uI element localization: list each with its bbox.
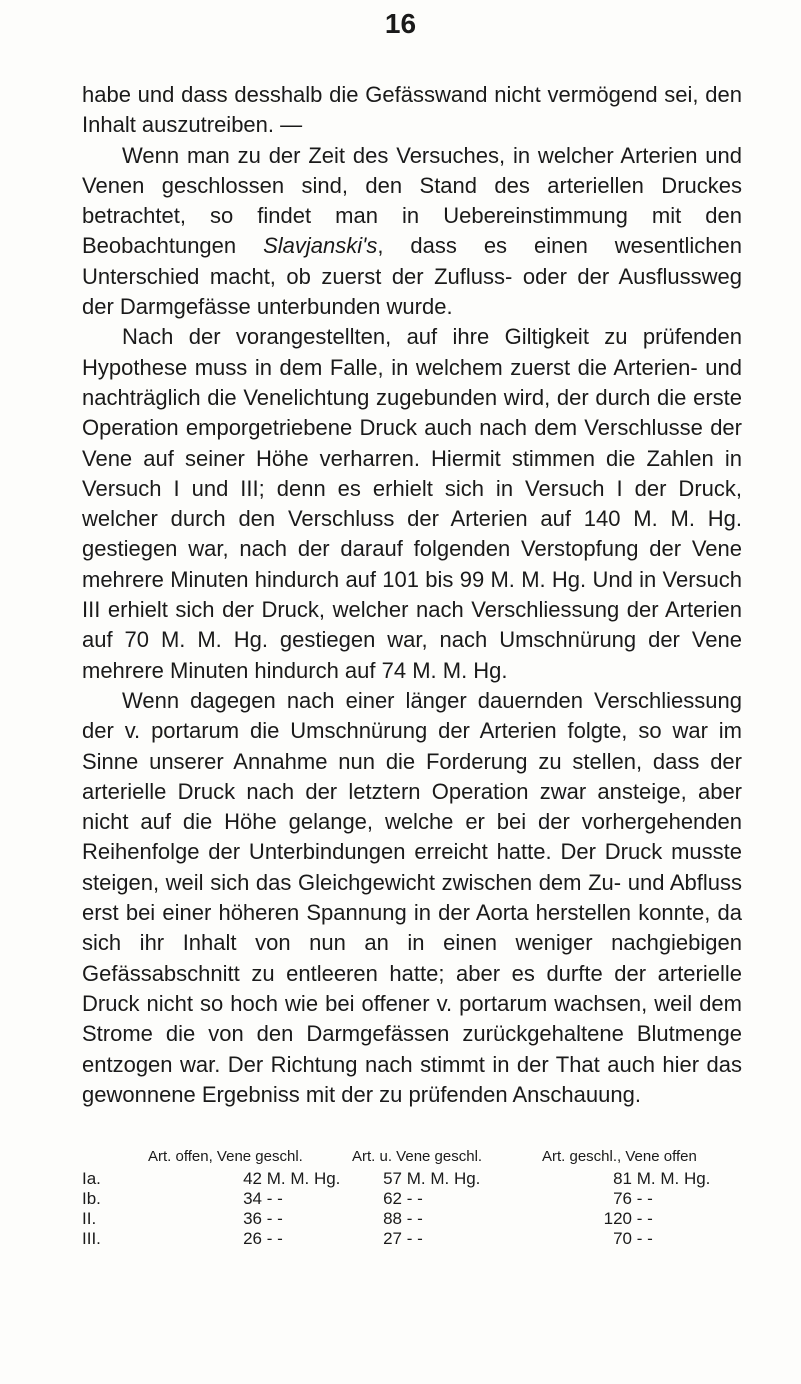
row-label: Ib. (82, 1189, 101, 1208)
cell-unit: - - (266, 1209, 283, 1228)
cell-value: 34 (243, 1189, 262, 1208)
cell-unit: - - (636, 1209, 653, 1228)
table-row (82, 1189, 762, 1209)
table-cell (542, 1169, 762, 1189)
table-cell (192, 1209, 352, 1229)
table-cell (352, 1209, 542, 1229)
paragraph-1 (82, 80, 742, 141)
paragraph-4 (82, 686, 742, 1110)
cell-value: 120 (603, 1209, 632, 1228)
cell-value: 36 (243, 1209, 262, 1228)
pressure-table (82, 1147, 762, 1249)
paragraph-text: , dass es einen wesentlichen Unterschied macht, ob zuerst der Zufluss- oder der Ausflussweg der Darmgefässe unterbunden wurde. (82, 233, 742, 320)
table-header: Art. offen, Vene geschl. (148, 1148, 303, 1165)
row-label: II. (82, 1209, 97, 1228)
cell-value: 57 (383, 1169, 402, 1188)
table-cell (542, 1229, 762, 1249)
page-number: 16 (384, 8, 417, 39)
cell-unit: - - (636, 1189, 653, 1208)
cell-unit: - - (406, 1209, 423, 1228)
table-row (82, 1169, 762, 1189)
row-label: Ia. (82, 1169, 101, 1188)
author-name: Slavjanski's (263, 233, 378, 259)
table-cell (352, 1229, 542, 1249)
paragraph-text: habe und dass desshalb die Gefässwand nicht vermögend sei, den Inhalt auszutreiben. — (82, 82, 742, 138)
cell-value: 27 (383, 1229, 402, 1248)
table-header: Art. geschl., Vene offen (542, 1148, 697, 1165)
table-row (82, 1229, 762, 1249)
cell-value: 26 (243, 1229, 262, 1248)
cell-value: 42 (243, 1169, 262, 1188)
paragraph-2 (82, 141, 742, 323)
cell-unit: - - (406, 1229, 423, 1248)
table-header-row (82, 1147, 762, 1167)
cell-unit: - - (266, 1189, 283, 1208)
cell-unit: - - (406, 1189, 423, 1208)
cell-unit: M. M. Hg. (636, 1169, 711, 1188)
row-label: III. (82, 1229, 101, 1248)
table-cell (192, 1169, 352, 1189)
cell-unit: M. M. Hg. (266, 1169, 341, 1188)
table-cell (192, 1189, 352, 1209)
paragraph-text: Nach der vorangestellten, auf ihre Giltigkeit zu prüfenden Hypothese muss in dem Falle, in welchem zuerst die Arterien- und nachträglich die Venelichtung zugebunden wird, der durch die erste Operation emporgetriebene Druck auch nach dem Verschlusse der Vene auf seiner Höhe verharren. Hiermit stimmen die Zahlen in Versuch I und III; denn es erhielt sich in Versuch I der Druck, welcher durch den Verschluss der Arterien auf 140 M. M. Hg. gestiegen war, nach der darauf folgenden Verstopfung der Vene mehrere Minuten hindurch auf 101 bis 99 M. M. Hg. Und in Versuch III erhielt sich der Druck, welcher nach Verschliessung der Arterien auf 70 M. M. Hg. gestiegen war, nach Umschnürung der Vene mehrere Minuten hindurch auf 74 M. M. Hg. (82, 324, 742, 683)
cell-value: 88 (383, 1209, 402, 1228)
table-header: Art. u. Vene geschl. (352, 1148, 483, 1165)
body-text (82, 80, 742, 1110)
cell-value: 81 (613, 1169, 632, 1188)
paragraph-text: Wenn man zu der Zeit des Versuches, in welcher Arterien und Venen geschlossen sind, den Stand des arteriellen Druckes betrachtet, so findet man in Uebereinstimmung mit den Beobachtungen (82, 142, 742, 259)
paragraph-text: Wenn dagegen nach einer länger dauernden Verschliessung der v. portarum die Umschnürung der Arterien folgte, so war im Sinne unserer Annahme nun die Forderung zu stellen, dass der arterielle Druck nach der letztern Operation zwar ansteige, aber nicht auf die Höhe gelange, welche er bei der vorhergehenden Reihenfolge der Unterbindungen erreicht hatte. Der Druck musste steigen, weil sich das Gleichgewicht zwischen dem Zu- und Abfluss erst bei einer höheren Spannung in der Aorta herstellen konnte, da sich ihr Inhalt von nun an in einen weniger nachgiebigen Gefässabschnitt zu entleeren hatte; aber es durfte der arterielle Druck nicht so hoch wie bei offener v. portarum wachsen, weil dem Strome die von den Darmgefässen zurückgehaltene Blutmenge entzogen war. Der Richtung nach stimmt in der That auch hier das gewonnene Ergebniss mit der zu prüfenden Anschauung. (82, 687, 742, 1107)
table-cell (542, 1209, 762, 1229)
cell-unit: M. M. Hg. (406, 1169, 481, 1188)
table-cell (352, 1189, 542, 1209)
table-cell (352, 1169, 542, 1189)
paragraph-3 (82, 322, 742, 686)
cell-value: 76 (613, 1189, 632, 1208)
cell-value: 62 (383, 1189, 402, 1208)
table-cell (542, 1189, 762, 1209)
table-row (82, 1209, 762, 1229)
table-cell (192, 1229, 352, 1249)
cell-unit: - - (636, 1229, 653, 1248)
cell-unit: - - (266, 1229, 283, 1248)
cell-value: 70 (613, 1229, 632, 1248)
